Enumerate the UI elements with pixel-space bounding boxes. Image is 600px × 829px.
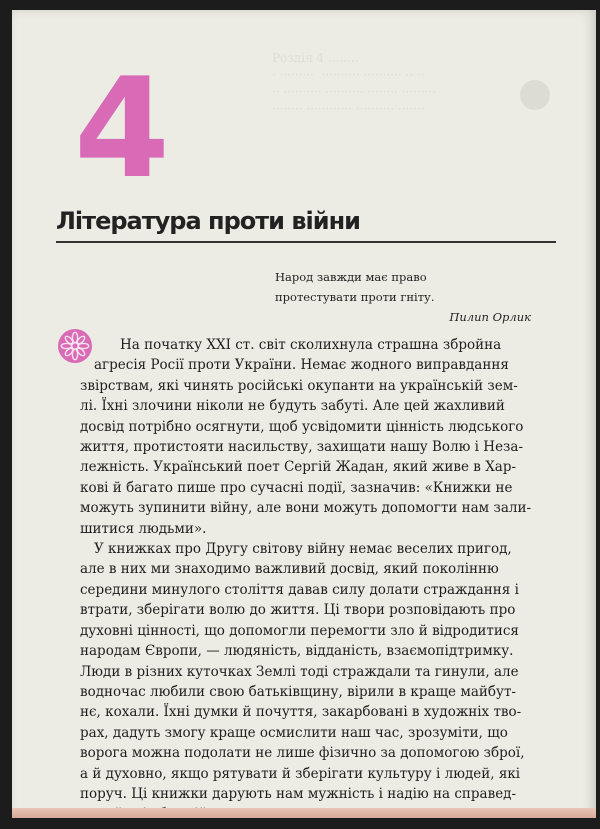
text-line: духовні цінності, що допомогли перемогти зло й відродитися: [80, 622, 519, 639]
chapter-title: Література проти війни: [56, 207, 360, 235]
text-line: лі. Їхні злочини ніколи не будуть забуті. Але цей жахливий: [80, 398, 505, 415]
chapter-number: 4: [74, 48, 169, 209]
title-divider: [56, 241, 556, 243]
text-line: а й духовно, якщо рятувати й зберігати культуру і людей, які: [80, 765, 521, 782]
text-line: лежність. Український поет Сергій Жадан, який живе в Хар-: [80, 459, 517, 476]
book-page: [12, 10, 596, 818]
text-line: можуть зупинити війну, але вони можуть допомогти нам зали-: [80, 500, 532, 517]
text-line: ворога можна подолати не лише фізично за допомогою зброї,: [80, 745, 525, 762]
text-line: У книжках про Другу світову війну немає веселих пригод,: [94, 541, 512, 558]
text-line: водночас любили свою батьківщину, вірили в краще майбут-: [80, 683, 516, 700]
text-line: На початку XXI ст. світ сколихнула страшна збройна: [120, 337, 502, 353]
reverse-side-show-through: Розділ 4 ........ · ········· ·········· ·········· ·· ·· ·· ·········· ·········· ········ ········· ········ ············ ·········· ·······: [272, 51, 437, 116]
text-line: поруч. Ці книжки дарують нам мужність і надію на справед-: [80, 785, 517, 802]
text-line: життя, протистояти насильству, захищати нашу Волю і Неза-: [80, 439, 524, 456]
body-text: [80, 335, 556, 825]
text-line: звірствам, які чинять російські окупанти на українській зем-: [80, 377, 518, 394]
text-line: нє, кохали. Їхні думки й почуття, закарбовані в художніх тво-: [80, 704, 522, 721]
reverse-side-icon: [520, 80, 550, 110]
text-line: шитися людьми».: [80, 520, 207, 537]
text-line: досвід потрібно осягнути, щоб усвідомити цінність людського: [80, 418, 524, 435]
text-line: Люди в різних куточках Землі тоді страждали та гинули, але: [80, 663, 519, 680]
text-line: втрати, зберігати волю до життя. Ці твори розповідають про: [80, 602, 516, 619]
text-line: середини минулого століття давав силу долати страждання і: [80, 581, 519, 598]
epigraph-line: протестувати проти гніту.: [275, 290, 435, 304]
epigraph: [271, 267, 531, 327]
text-line: але в них ми знаходимо важливий досвід, який поколінню: [80, 561, 499, 578]
text-line: рах, дадуть змогу краще осмислити наш час, зрозуміти, що: [80, 724, 508, 741]
epigraph-author: Пилип Орлик: [449, 310, 531, 324]
epigraph-line: Народ завжди має право: [275, 270, 427, 284]
text-line: агресія Росії проти України. Немає жодного виправдання: [94, 357, 509, 374]
text-line: народам Європи, — людяність, відданість, взаємопідтримку.: [80, 643, 514, 660]
page-bottom-edge: [12, 808, 596, 818]
text-line: кові й багато пише про сучасні події, зазначив: «Книжки не: [80, 479, 513, 496]
